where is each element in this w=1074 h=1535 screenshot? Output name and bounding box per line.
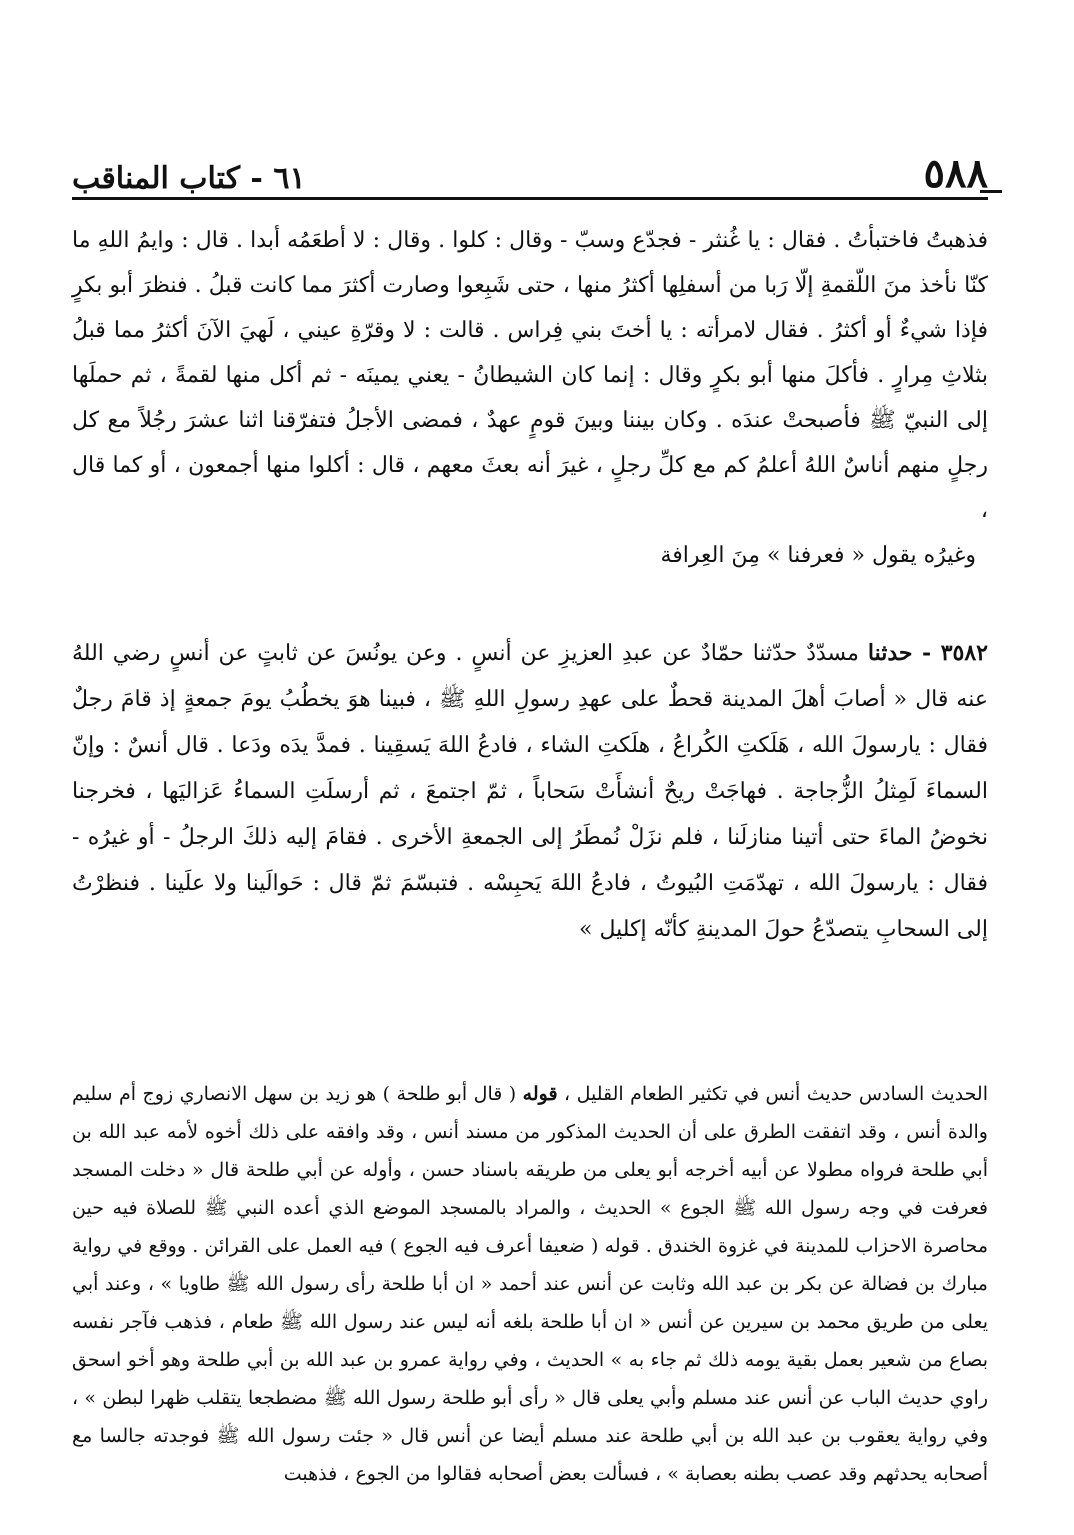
hadith-body: مسدّدٌ حدّثنا حمّادٌ عن عبدِ العزيزِ عن أنسٍ . وعن يونُسَ عن ثابتٍ عن أنسٍ رضي اللهُ عنه قال « أصابَ أهلَ المدينة قحطٌ على عهدِ رسولِ اللهِ ﷺ ، فبينا هوَ يخطُبُ يومَ جمعةٍ إذ قامَ رجلٌ فقال : يارسولَ الله ، هَلَكتِ الكُراعُ ، هلَكتِ الشاء ، فادعُ اللهَ يَسقِينا . فمدَّ يدَه ودَعا . قال أنسٌ : وإنّ السماءَ لَمِثلُ الزُّجاجة . فهاجَتْ ريحٌ أنشأَتْ سَحاباً ، ثمّ اجتمعَ ، ثم أرسلَتِ السماءُ عَزاليَها ، فخرجنا نخوضُ الماءَ حتى أتينا منازلَنا ، فلم نزَلْ نُمطَرُ إلى الجمعةِ الأخرى . فقامَ إليه ذلكَ الرجلُ - أو غيرُه - فقال : يارسولَ الله ، تهدّمَتِ البُيوتُ ، فادعُ اللهَ يَحبِسْه . فتبسّمَ ثمّ قال : حَوالَينا ولا علَينا . فنظرْتُ إلى السحابِ يتصدّعُ حولَ المدينةِ كأنّه إكليل » bbox=[72, 641, 988, 942]
hadith-text-continued bbox=[72, 218, 988, 578]
hadith-3582 bbox=[72, 630, 988, 953]
commentary-keyword: قوله bbox=[522, 1083, 558, 1105]
page-header bbox=[72, 148, 988, 197]
page-number: ٥٨٨ bbox=[923, 150, 988, 197]
hadith-paragraph: فذهبتُ فاختبأتُ . فقال : يا غُنثر - فجدّع وسبّ - وقال : كلوا . وقال : لا أطعَمُه أبدا . قال : وايمُ اللهِ ما كنّا نأخذ منَ اللّقمةِ إلّا رَبا من أسفلِها أكثرُ منها ، حتى شَبِعوا وصارت أكثرَ مما كانت قبلُ . فنظرَ أبو بكرٍ فإذا شيءٌ أو أكثرُ . فقال لامرأته : يا أختَ بني فِراس . قالت : لا وقرّةِ عيني ، لَهيَ الآنَ أكثرُ مما قبلُ بثلاثِ مِرارٍ . فأكلَ منها أبو بكرٍ وقال : إنما كان الشيطانُ - يعني يمينَه - ثم أكل منها لقمةً ، ثم حملَها إلى النبيّ ﷺ فأصبحتْ عندَه . وكان بيننا وبينَ قومٍ عهدٌ ، فمضى الأجلُ فتفرّقنا اثنا عشرَ رجُلاً مع كل رجلٍ منهم أناسٌ اللهُ أعلمُ كم مع كلِّ رجلٍ ، غيرَ أنه بعثَ معهم ، قال : أكلوا منها أجمعون ، أو كما قال ، bbox=[72, 228, 988, 523]
hadith-paragraph bbox=[72, 630, 988, 953]
chapter-title: ٦١ - كتاب المناقب bbox=[72, 161, 306, 196]
header-rule bbox=[72, 197, 988, 200]
commentary-paragraph bbox=[72, 1075, 988, 1493]
commentary-intro: الحديث السادس حديث أنس في تكثير الطعام القليل ، bbox=[563, 1083, 988, 1105]
hadith-note: وغيرُه يقول « فعرفنا » مِنَ العِرافة bbox=[660, 543, 976, 568]
commentary-body: ( قال أبو طلحة ) هو زيد بن سهل الانصاري زوج أم سليم والدة أنس ، وقد اتفقت الطرق على أن الحديث المذكور من مسند أنس ، وقد وافقه على ذلك أخوه لأمه عبد الله بن أبي طلحة فرواه مطولا عن أبيه أخرجه أبو يعلى من طريقه باسناد حسن ، وأوله عن أبي طلحة قال « دخلت المسجد فعرفت في وجه رسول الله ﷺ الجوع » الحديث ، والمراد بالمسجد الموضع الذي أعده النبي ﷺ للصلاة فيه حين محاصرة الاحزاب للمدينة في غزوة الخندق . قوله ( ضعيفا أعرف فيه الجوع ) فيه العمل على القرائن . ووقع في رواية مبارك بن فضالة عن بكر بن عبد الله وثابت عن أنس عند أحمد « ان أبا طلحة رأى رسول الله ﷺ طاويا » ، وعند أبي يعلى من طريق محمد بن سيرين عن أنس « ان أبا طلحة بلغه أنه ليس عند رسول الله ﷺ طعام ، فذهب فآجر نفسه بصاع من شعير بعمل بقية يومه ذلك ثم جاء به » الحديث ، وفي رواية عمرو بن عبد الله بن أبي طلحة وهو أخو اسحق راوي حديث الباب عن أنس عند مسلم وأبي يعلى قال « رأى أبو طلحة رسول الله ﷺ مضطجعا يتقلب ظهرا لبطن » ، وفي رواية يعقوب بن عبد الله بن أبي طلحة عند مسلم أيضا عن أنس قال « جئت رسول الله ﷺ فوجدته جالسا مع أصحابه يحدثهم وقد عصب بطنه بعصابة » ، فسألت بعض أصحابه فقالوا من الجوع ، فذهبت bbox=[72, 1083, 988, 1485]
header-rule-tick bbox=[980, 190, 1002, 193]
hadith-number: ٣٥٨٢ - حدثنا bbox=[867, 640, 988, 666]
commentary bbox=[72, 1075, 988, 1493]
